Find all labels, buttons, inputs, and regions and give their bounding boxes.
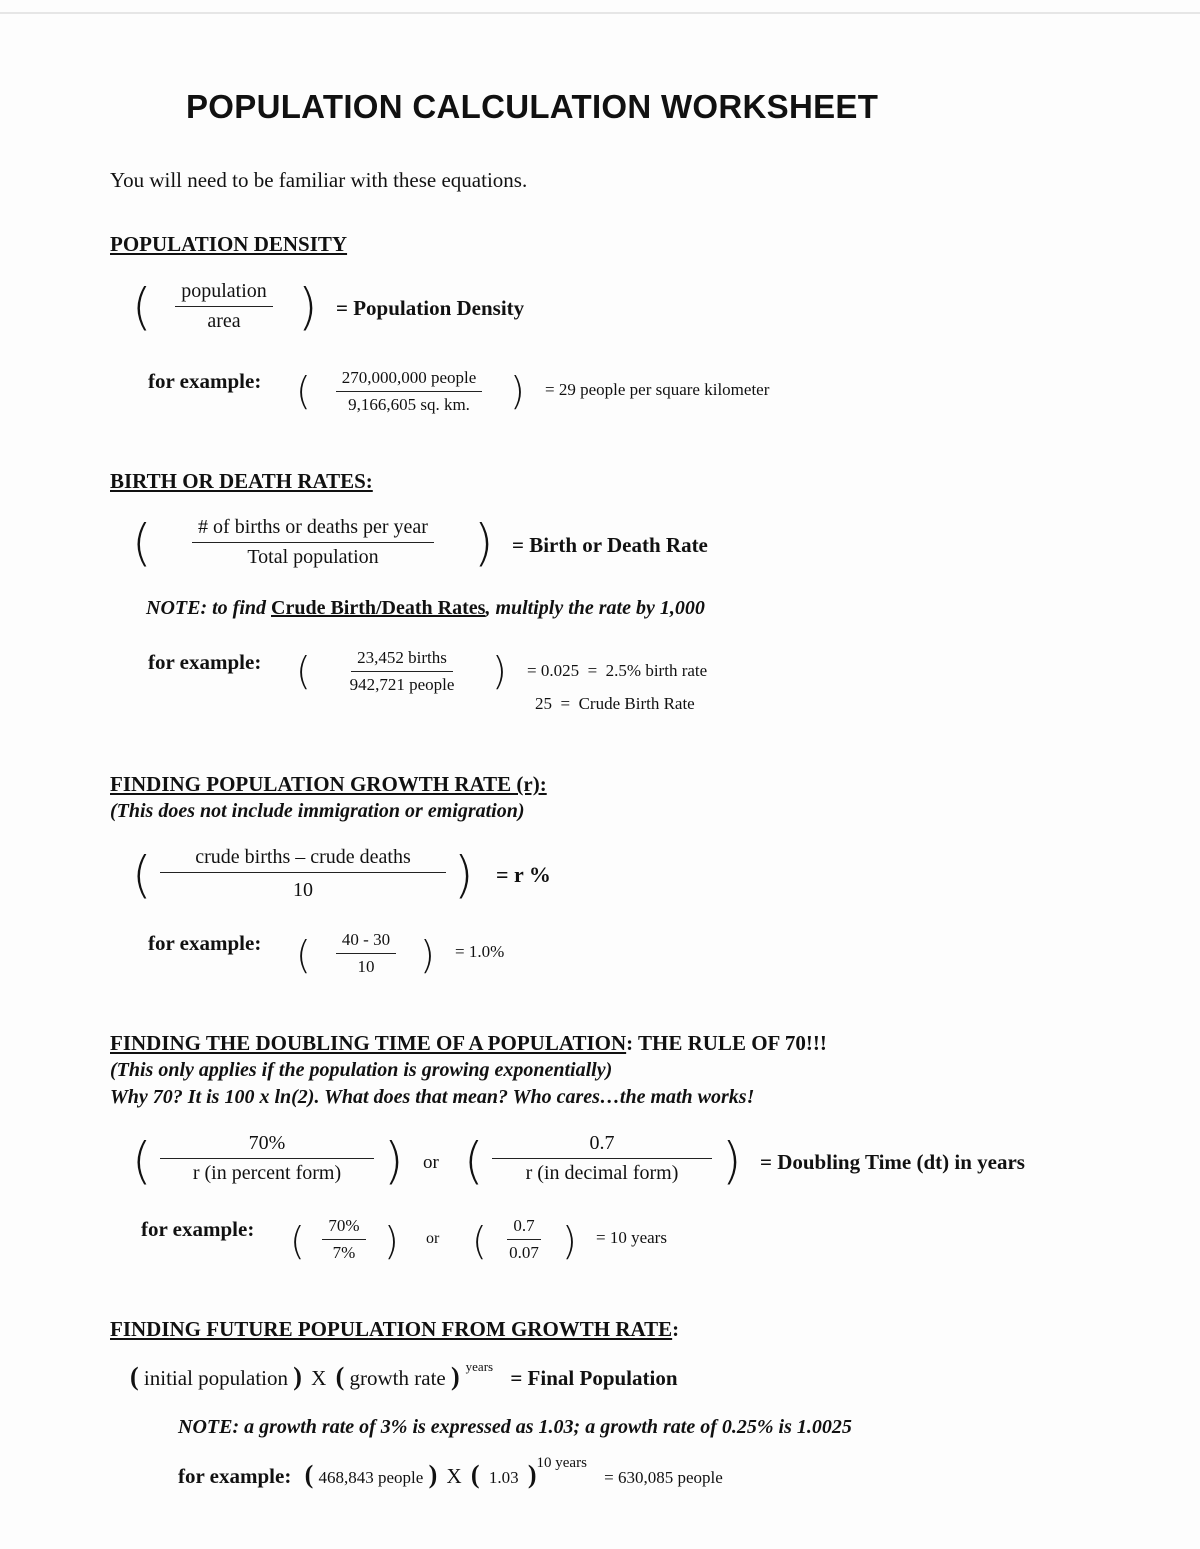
growth-example-close-paren: ) (420, 933, 435, 977)
intro-text: You will need to be familiar with these equations. (110, 168, 528, 192)
growth-subheading: (This does not include immigration or emigration) (110, 800, 525, 822)
birth-example-close-paren: ) (492, 649, 507, 693)
birth-heading: BIRTH OR DEATH RATES: (110, 469, 373, 493)
growth-example-open-paren: ( (296, 933, 311, 977)
birth-fraction (160, 516, 466, 569)
future-times: X (311, 1366, 327, 1390)
future-result: = Final Population (510, 1366, 678, 1390)
birth-close-paren: ) (474, 514, 494, 572)
page-title: POPULATION CALCULATION WORKSHEET (186, 88, 879, 125)
doubling-close-paren-2: ) (722, 1132, 742, 1190)
growth-example-numerator: 40 - 30 (336, 930, 396, 954)
birth-example-numerator: 23,452 births (351, 648, 453, 672)
doubling-example-close-paren-1: ) (384, 1219, 399, 1263)
future-example-growth: 1.03 (488, 1468, 519, 1487)
future-open-paren-1: ( (130, 1362, 139, 1391)
doubling-example-open-paren-1: ( (290, 1219, 305, 1263)
birth-note-prefix: NOTE: to find (146, 597, 271, 619)
scan-edge-line (0, 12, 1200, 14)
future-example-open-paren-1: ( (304, 1460, 314, 1489)
density-example-close-paren: ) (510, 369, 525, 413)
doubling-example-result: = 10 years (596, 1228, 667, 1247)
future-heading-tail: : (672, 1317, 680, 1341)
density-example-open-paren: ( (296, 369, 311, 413)
doubling-example-fraction-decimal (498, 1216, 550, 1263)
future-close-paren-1: ) (293, 1362, 302, 1391)
future-formula (130, 1359, 678, 1392)
birth-note-crude-rates: Crude Birth/Death Rates (271, 597, 486, 619)
doubling-example-denominator-decimal: 0.07 (509, 1243, 539, 1262)
birth-example-fraction (326, 648, 478, 695)
doubling-example-close-paren-2: ) (562, 1219, 577, 1263)
future-example-close-paren-2: ) (527, 1460, 537, 1489)
doubling-heading (110, 1031, 827, 1056)
future-open-paren-2: ( (335, 1362, 345, 1391)
future-example-result: = 630,085 people (604, 1468, 723, 1487)
growth-open-paren: ( (132, 846, 152, 904)
density-example-fraction (318, 368, 500, 415)
growth-example-result: = 1.0% (455, 942, 505, 961)
future-example-close-paren-1: ) (428, 1460, 438, 1489)
future-example-label: for example: (178, 1464, 292, 1488)
future-term-growth: growth rate (349, 1366, 446, 1390)
growth-denominator: 10 (293, 879, 313, 901)
future-exponent: years (465, 1359, 494, 1374)
doubling-result: = Doubling Time (dt) in years (760, 1150, 1025, 1174)
doubling-close-paren-1: ) (384, 1132, 404, 1190)
density-heading: POPULATION DENSITY (110, 232, 348, 256)
doubling-subheading-1: (This only applies if the population is growing exponentially) (110, 1059, 613, 1081)
doubling-fraction-decimal (492, 1132, 712, 1185)
birth-example-result: = 0.025 = 2.5% birth rate (527, 661, 708, 680)
future-example (178, 1455, 723, 1490)
density-numerator: population (175, 280, 273, 307)
doubling-numerator-percent: 70% (160, 1132, 374, 1159)
growth-result: = r % (496, 862, 551, 887)
birth-example-crude-rate: 25 = Crude Birth Rate (535, 694, 695, 713)
birth-note-suffix: , multiply the rate by 1,000 (485, 597, 705, 619)
growth-fraction (160, 846, 446, 902)
density-fraction (160, 280, 288, 333)
density-example-result: = 29 people per square kilometer (545, 380, 770, 399)
doubling-or: or (423, 1152, 439, 1173)
doubling-heading-main: FINDING THE DOUBLING TIME OF A POPULATION (110, 1031, 627, 1055)
doubling-example-fraction-percent (316, 1216, 372, 1263)
doubling-example-numerator-percent: 70% (322, 1216, 365, 1240)
future-example-exponent: 10 years (536, 1455, 587, 1471)
future-close-paren-2: ) (450, 1362, 460, 1391)
future-example-open-paren-2: ( (470, 1460, 480, 1489)
future-example-initial: 468,843 people (318, 1468, 424, 1487)
birth-note (146, 597, 705, 620)
growth-close-paren: ) (454, 846, 474, 904)
birth-example-open-paren: ( (296, 649, 311, 693)
doubling-fraction-percent (160, 1132, 374, 1185)
growth-numerator: crude births – crude deaths (160, 846, 446, 873)
doubling-open-paren-2: ( (464, 1132, 484, 1190)
future-heading-main: FINDING FUTURE POPULATION FROM GROWTH RATE (110, 1317, 673, 1341)
doubling-example-open-paren-2: ( (472, 1219, 487, 1263)
density-result: = Population Density (336, 296, 525, 320)
doubling-subheading-2: Why 70? It is 100 x ln(2). What does that mean? Who cares…the math works! (110, 1086, 755, 1108)
doubling-example-numerator-decimal: 0.7 (507, 1216, 540, 1240)
future-heading (110, 1317, 679, 1342)
future-term-initial: initial population (143, 1366, 288, 1390)
birth-example-label: for example: (148, 650, 262, 674)
future-note: NOTE: a growth rate of 3% is expressed as 1.03; a growth rate of 0.25% is 1.0025 (178, 1416, 852, 1438)
density-open-paren: ( (132, 278, 152, 336)
density-close-paren: ) (298, 278, 318, 336)
birth-numerator: # of births or deaths per year (192, 516, 434, 543)
doubling-denominator-percent: r (in percent form) (192, 1162, 342, 1184)
doubling-open-paren-1: ( (132, 1132, 152, 1190)
growth-example-denominator: 10 (357, 957, 375, 976)
future-example-times: X (446, 1464, 462, 1488)
density-example-denominator: 9,166,605 sq. km. (348, 395, 470, 414)
growth-heading: FINDING POPULATION GROWTH RATE (r): (110, 772, 547, 796)
growth-example-label: for example: (148, 931, 262, 955)
doubling-heading-tail: : THE RULE OF 70!!! (626, 1031, 827, 1055)
birth-denominator: Total population (247, 546, 379, 568)
birth-open-paren: ( (132, 514, 152, 572)
doubling-denominator-decimal: r (in decimal form) (525, 1162, 679, 1184)
doubling-example-denominator-percent: 7% (332, 1243, 356, 1262)
doubling-example-label: for example: (141, 1217, 255, 1241)
doubling-example-or: or (426, 1230, 440, 1247)
birth-result: = Birth or Death Rate (512, 533, 708, 557)
birth-example-denominator: 942,721 people (349, 675, 455, 694)
density-example-label: for example: (148, 369, 262, 393)
density-example-numerator: 270,000,000 people (336, 368, 483, 392)
doubling-numerator-decimal: 0.7 (492, 1132, 712, 1159)
density-denominator: area (207, 310, 241, 332)
growth-example-fraction (326, 930, 406, 977)
